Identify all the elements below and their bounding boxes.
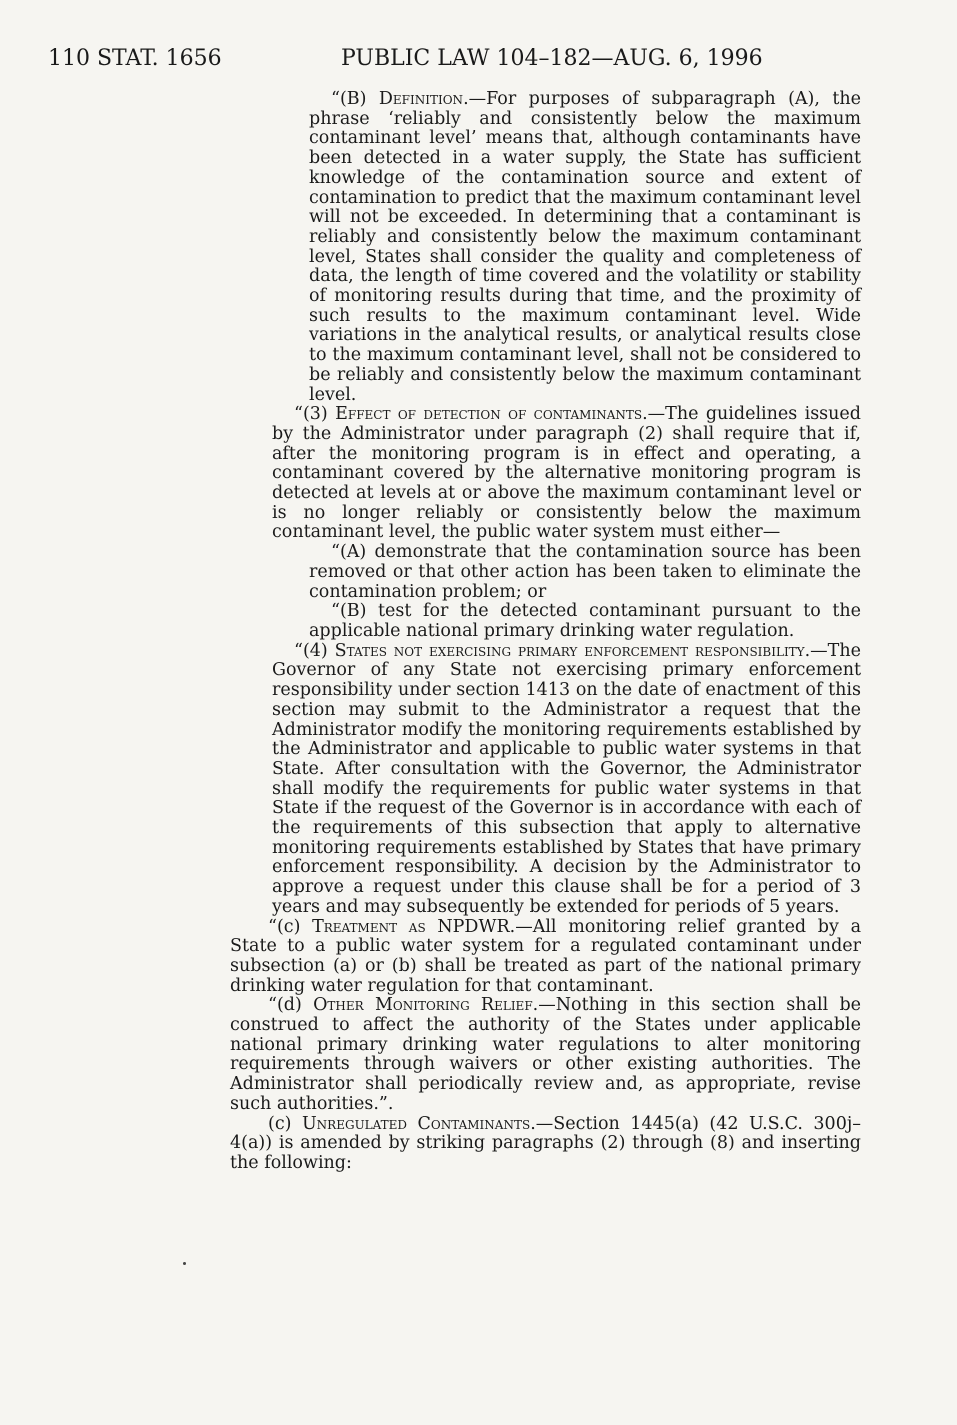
subsection-c-unregulated-contaminants bbox=[230, 1115, 861, 1174]
paragraph-heading: Definition bbox=[378, 89, 464, 109]
paragraph-text: .—Nothing in this section shall be construed to affect the authority of the States under applicable national primary drinking water regulations to alter monitoring requirements through waivers or other existing authorities. The Administrator shall periodically review and, as appropriate, revise such authorities.”. bbox=[230, 995, 862, 1114]
paragraph-heading: Effect of detection of contaminants bbox=[335, 404, 643, 425]
paragraph-text: “(A) demonstrate that the contamination source has been removed or that other action has been taken to eliminate the contamination problem; or bbox=[309, 542, 861, 602]
paragraph-text: .—All monitoring relief granted by a State to a public water system for a regulated contaminant under subsection (a) or (b) shall be treated as part of the national primary drinking water regulation for that contaminant. bbox=[230, 916, 861, 996]
public-law-title: PUBLIC LAW 104–182—AUG. 6, 1996 bbox=[341, 46, 763, 71]
paragraph-3-effect-of-detection bbox=[272, 405, 861, 543]
subparagraph-b-test bbox=[309, 602, 861, 641]
paragraph-heading: Other Monitoring Relief bbox=[313, 995, 533, 1016]
paragraph-text: .—For purposes of subparagraph (A), the phrase ‘reliably and consistently below the maximum contaminant level’ means that, although contaminants have been detected in a water supply, the State has sufficient knowledge of the contamination source and extent of contamination to predict that the maximum contaminant level will not be exceeded. In determining that a contaminant is reliably and consistently below the maximum contaminant level, States shall consider the quality and completeness of data, the length of time covered and the volatility or stability of monitoring results during that time, and the proximity of such results to the maximum contaminant level. Wide variations in the analytical results, or analytical results close to the maximum contaminant level, shall not be considered to be reliably and consistently below the maximum contaminant level. bbox=[309, 89, 862, 405]
paragraph-prefix: “(B) bbox=[331, 89, 379, 109]
paragraph-text: .—The guidelines issued by the Administrator under paragraph (2) shall require that if, after the monitoring program is in effect and operating, a contaminant covered by the alternative monitoring program is detected at levels at or above the maximum contaminant level or is no longer reliably or consistently below the maximum contaminant level, the public water system must either— bbox=[272, 404, 861, 543]
paragraph-prefix: “(3) bbox=[294, 404, 336, 425]
paragraph-heading: Unregulated Contaminants bbox=[301, 1113, 531, 1134]
scan-speck bbox=[183, 1262, 186, 1265]
subsection-c-treatment-as-npdwr bbox=[230, 918, 861, 997]
statute-page-citation: 110 STAT. 1656 bbox=[48, 46, 222, 71]
paragraph-prefix: “(4) bbox=[294, 640, 335, 661]
body-text bbox=[0, 90, 957, 1174]
paragraph-text: “(B) test for the detected contaminant pursuant to the applicable national primary drinking water regulation. bbox=[309, 601, 861, 641]
paragraph-heading: Treatment as NPDWR bbox=[312, 916, 510, 937]
paragraph-prefix: (c) bbox=[268, 1113, 302, 1134]
paragraph-text: .—The Governor of any State not exercising primary enforcement responsibility under section 1413 on the date of enactment of this section may submit to the Administrator a request that the Administrator modify the monitoring requirements established by the Administrator and applicable to public water systems in that State. After consultation with the Governor, the Administrator shall modify the requirements for public water systems in that State if the request of the Governor is in accordance with each of the requirements of this subsection that apply to alternative monitoring requirements established by States that have primary enforcement responsibility. A decision by the Administrator to approve a request under this clause shall be for a period of 3 years and may subsequently be extended for periods of 5 years. bbox=[272, 640, 861, 917]
paragraph-prefix: “(c) bbox=[268, 916, 313, 937]
subsection-d-other-monitoring-relief bbox=[230, 996, 861, 1114]
subparagraph-b-definition bbox=[309, 90, 861, 405]
paragraph-prefix: “(d) bbox=[268, 995, 314, 1016]
running-head bbox=[48, 46, 868, 76]
paragraph-heading: States not exercising primary enforcement responsibility bbox=[334, 640, 805, 661]
subparagraph-a-demonstrate bbox=[309, 543, 861, 602]
paragraph-text: .—Section 1445(a) (42 U.S.C. 300j–4(a)) is amended by striking paragraphs (2) through (8) and inserting the following: bbox=[230, 1113, 861, 1173]
paragraph-4-states-not-exercising bbox=[272, 642, 861, 918]
